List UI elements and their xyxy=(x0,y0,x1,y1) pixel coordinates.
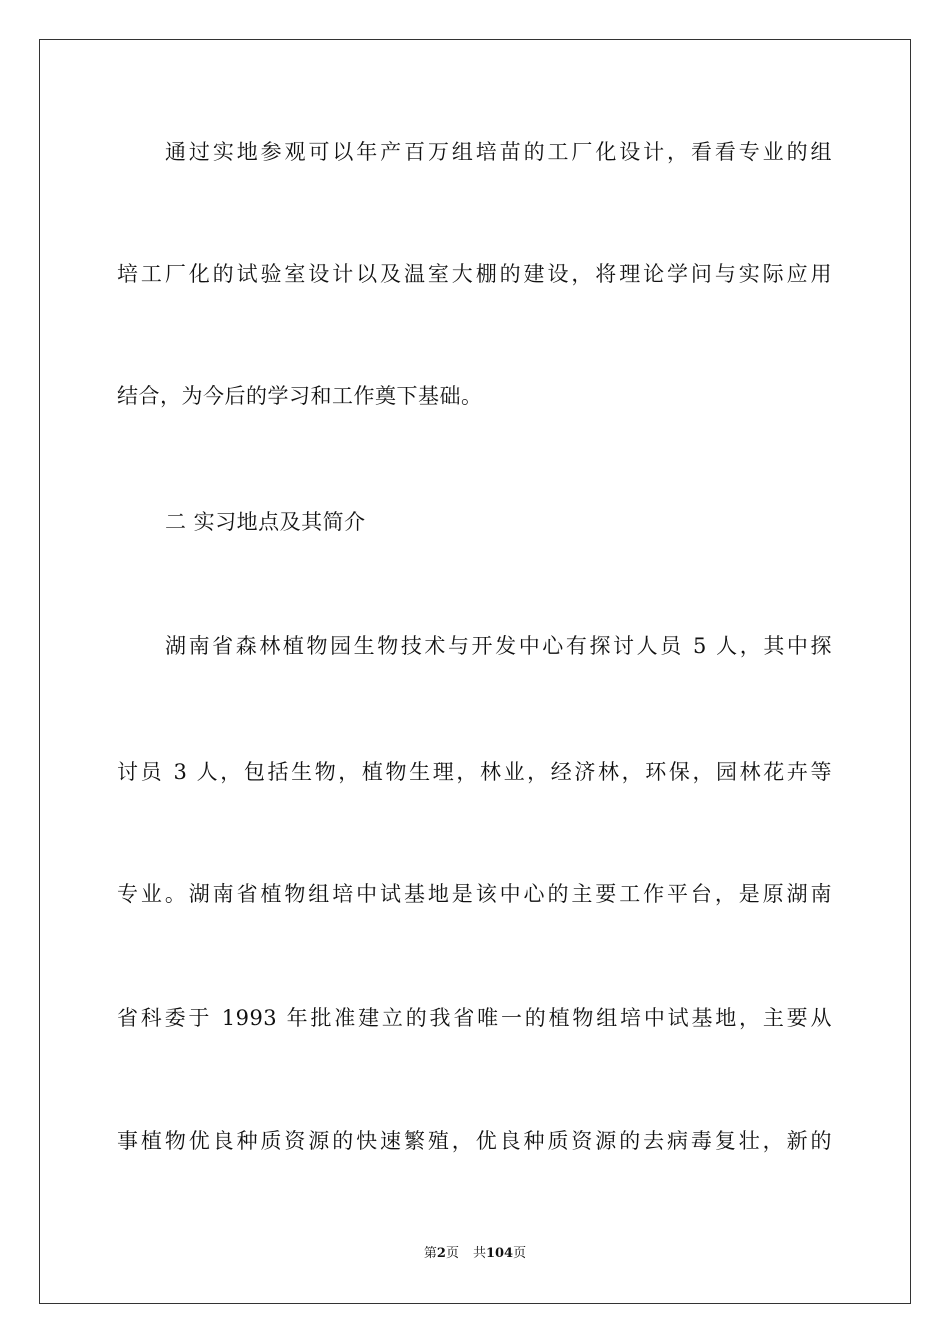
page-border xyxy=(39,39,911,1304)
page-footer xyxy=(0,1245,950,1263)
paragraph-line: 专业。湖南省植物组培中试基地是该中心的主要工作平台，是原湖南 xyxy=(117,882,832,906)
section-heading: 二 实习地点及其简介 xyxy=(165,510,366,534)
footer-page-prefix: 第 xyxy=(423,1246,437,1261)
footer-total-pages: 104 xyxy=(485,1246,514,1261)
paragraph-line: 省科委于 1993 年批准建立的我省唯一的植物组培中试基地，主要从 xyxy=(117,1006,832,1030)
footer-page-suffix: 页 xyxy=(445,1246,459,1261)
footer-total-prefix: 共 xyxy=(472,1246,486,1261)
footer-page-number: 2 xyxy=(436,1246,446,1261)
footer-total-suffix: 页 xyxy=(513,1246,527,1261)
paragraph-line: 培工厂化的试验室设计以及温室大棚的建设，将理论学问与实际应用 xyxy=(117,262,832,286)
paragraph-line: 讨员 3 人，包括生物，植物生理，林业，经济林，环保，园林花卉等 xyxy=(117,760,832,784)
paragraph-line: 通过实地参观可以年产百万组培苗的工厂化设计，看看专业的组 xyxy=(165,140,832,164)
paragraph-line: 结合，为今后的学习和工作奠下基础。 xyxy=(117,384,483,408)
paragraph-line: 湖南省森林植物园生物技术与开发中心有探讨人员 5 人，其中探 xyxy=(165,634,832,658)
paragraph-line: 事植物优良种质资源的快速繁殖，优良种质资源的去病毒复壮，新的 xyxy=(117,1129,832,1153)
